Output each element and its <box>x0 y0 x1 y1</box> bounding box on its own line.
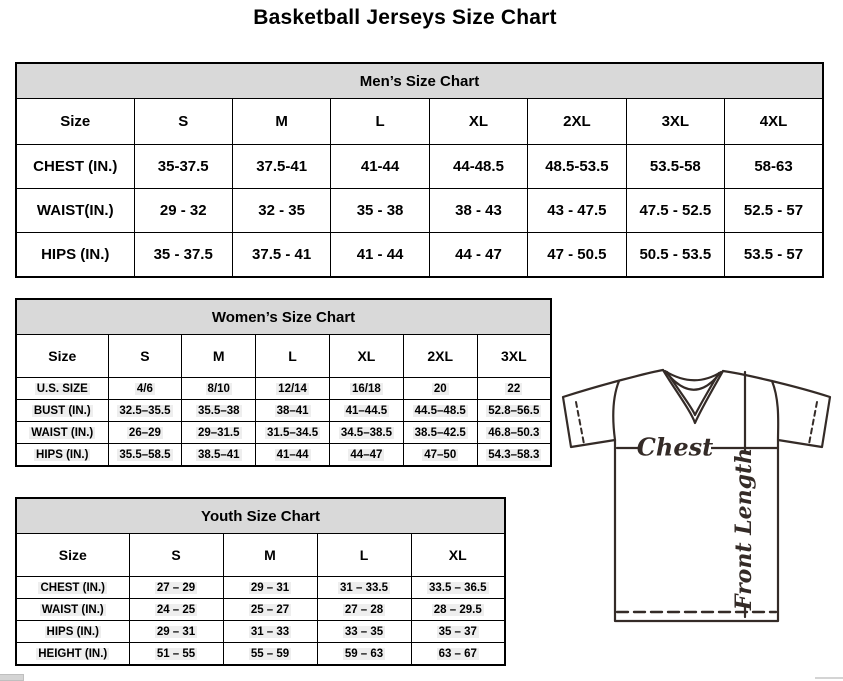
front-length-label: Front Length <box>731 447 757 611</box>
chest-label: Chest <box>636 432 714 462</box>
size-value-cell: 16/18 <box>329 378 403 400</box>
table-row <box>16 599 505 621</box>
row-label: WAIST (IN.) <box>16 599 129 621</box>
size-value-cell: 35.5–58.5 <box>108 444 182 467</box>
size-value-cell: 59 – 63 <box>317 643 411 666</box>
size-value-cell: 44 - 47 <box>429 233 527 278</box>
table-row <box>16 145 823 189</box>
jersey-outline <box>563 370 830 621</box>
size-value-cell: 37.5-41 <box>232 145 330 189</box>
left-cuff-stitch <box>576 402 584 444</box>
table-title: Women’s Size Chart <box>16 299 551 335</box>
size-value-cell: 47.5 - 52.5 <box>626 189 724 233</box>
page-title: Basketball Jerseys Size Chart <box>253 6 557 29</box>
size-value-cell: 35 - 37.5 <box>134 233 232 278</box>
table-row <box>16 444 551 467</box>
size-value-cell: 29 – 31 <box>129 621 223 643</box>
size-value-cell: 35.5–38 <box>182 400 256 422</box>
column-header: L <box>256 335 330 378</box>
table-row <box>16 577 505 599</box>
jersey-measurement-diagram <box>555 355 843 679</box>
row-label: HIPS (IN.) <box>16 233 134 278</box>
size-value-cell: 44-48.5 <box>429 145 527 189</box>
size-value-cell: 41–44.5 <box>329 400 403 422</box>
right-armhole-seam <box>772 381 778 440</box>
table-row <box>16 400 551 422</box>
left-armhole-seam <box>613 381 619 440</box>
column-header: S <box>134 99 232 145</box>
table-row <box>16 621 505 643</box>
column-header: L <box>331 99 429 145</box>
size-value-cell: 35-37.5 <box>134 145 232 189</box>
size-value-cell: 51 – 55 <box>129 643 223 666</box>
size-value-cell: 27 – 29 <box>129 577 223 599</box>
column-header: XL <box>329 335 403 378</box>
size-value-cell: 54.3–58.3 <box>477 444 551 467</box>
row-label: HIPS (IN.) <box>16 444 108 467</box>
right-cuff-stitch <box>809 402 817 444</box>
column-header: Size <box>16 335 108 378</box>
column-header: S <box>108 335 182 378</box>
row-label: CHEST (IN.) <box>16 577 129 599</box>
cropped-fragment-bottom-left <box>0 674 24 681</box>
size-value-cell: 4/6 <box>108 378 182 400</box>
size-value-cell: 38.5–42.5 <box>403 422 477 444</box>
size-value-cell: 12/14 <box>256 378 330 400</box>
size-value-cell: 47–50 <box>403 444 477 467</box>
column-header: Size <box>16 534 129 577</box>
size-value-cell: 25 – 27 <box>223 599 317 621</box>
table-row <box>16 189 823 233</box>
column-header: S <box>129 534 223 577</box>
size-value-cell: 27 – 28 <box>317 599 411 621</box>
size-value-cell: 34.5–38.5 <box>329 422 403 444</box>
size-value-cell: 35 – 37 <box>411 621 505 643</box>
size-value-cell: 29 - 32 <box>134 189 232 233</box>
size-value-cell: 24 – 25 <box>129 599 223 621</box>
size-value-cell: 53.5-58 <box>626 145 724 189</box>
row-label: U.S. SIZE <box>16 378 108 400</box>
mens-size-chart-table <box>15 62 824 278</box>
youth-size-chart-table <box>15 497 506 666</box>
row-label: WAIST(IN.) <box>16 189 134 233</box>
size-value-cell: 47 - 50.5 <box>528 233 626 278</box>
size-value-cell: 58-63 <box>725 145 823 189</box>
size-value-cell: 33 – 35 <box>317 621 411 643</box>
size-value-cell: 44–47 <box>329 444 403 467</box>
size-value-cell: 41-44 <box>331 145 429 189</box>
column-header: XL <box>411 534 505 577</box>
size-value-cell: 38 - 43 <box>429 189 527 233</box>
column-header: Size <box>16 99 134 145</box>
size-value-cell: 33.5 – 36.5 <box>411 577 505 599</box>
row-label: CHEST (IN.) <box>16 145 134 189</box>
table-row <box>16 378 551 400</box>
size-value-cell: 31.5–34.5 <box>256 422 330 444</box>
size-value-cell: 44.5–48.5 <box>403 400 477 422</box>
size-value-cell: 26–29 <box>108 422 182 444</box>
size-value-cell: 22 <box>477 378 551 400</box>
row-label: WAIST (IN.) <box>16 422 108 444</box>
size-value-cell: 8/10 <box>182 378 256 400</box>
size-value-cell: 32.5–35.5 <box>108 400 182 422</box>
column-header: M <box>223 534 317 577</box>
row-label: HEIGHT (IN.) <box>16 643 129 666</box>
size-value-cell: 63 – 67 <box>411 643 505 666</box>
size-value-cell: 31 – 33 <box>223 621 317 643</box>
size-value-cell: 31 – 33.5 <box>317 577 411 599</box>
size-value-cell: 28 – 29.5 <box>411 599 505 621</box>
womens-size-chart-table <box>15 298 552 467</box>
size-value-cell: 48.5-53.5 <box>528 145 626 189</box>
size-value-cell: 50.5 - 53.5 <box>626 233 724 278</box>
size-value-cell: 29 – 31 <box>223 577 317 599</box>
column-header: 4XL <box>725 99 823 145</box>
size-value-cell: 46.8–50.3 <box>477 422 551 444</box>
table-row <box>16 422 551 444</box>
size-value-cell: 38.5–41 <box>182 444 256 467</box>
size-value-cell: 38–41 <box>256 400 330 422</box>
column-header: 2XL <box>403 335 477 378</box>
table-title: Youth Size Chart <box>16 498 505 534</box>
size-value-cell: 29–31.5 <box>182 422 256 444</box>
column-header: L <box>317 534 411 577</box>
table-title: Men’s Size Chart <box>16 63 823 99</box>
size-value-cell: 20 <box>403 378 477 400</box>
table-row <box>16 233 823 278</box>
size-value-cell: 52.5 - 57 <box>725 189 823 233</box>
column-header: 3XL <box>477 335 551 378</box>
row-label: BUST (IN.) <box>16 400 108 422</box>
size-value-cell: 53.5 - 57 <box>725 233 823 278</box>
column-header: XL <box>429 99 527 145</box>
column-header: M <box>182 335 256 378</box>
column-header: 2XL <box>528 99 626 145</box>
size-value-cell: 41–44 <box>256 444 330 467</box>
size-value-cell: 35 - 38 <box>331 189 429 233</box>
size-value-cell: 52.8–56.5 <box>477 400 551 422</box>
table-row <box>16 643 505 666</box>
size-value-cell: 32 - 35 <box>232 189 330 233</box>
size-value-cell: 41 - 44 <box>331 233 429 278</box>
size-value-cell: 37.5 - 41 <box>232 233 330 278</box>
row-label: HIPS (IN.) <box>16 621 129 643</box>
column-header: M <box>232 99 330 145</box>
size-value-cell: 43 - 47.5 <box>528 189 626 233</box>
size-value-cell: 55 – 59 <box>223 643 317 666</box>
column-header: 3XL <box>626 99 724 145</box>
